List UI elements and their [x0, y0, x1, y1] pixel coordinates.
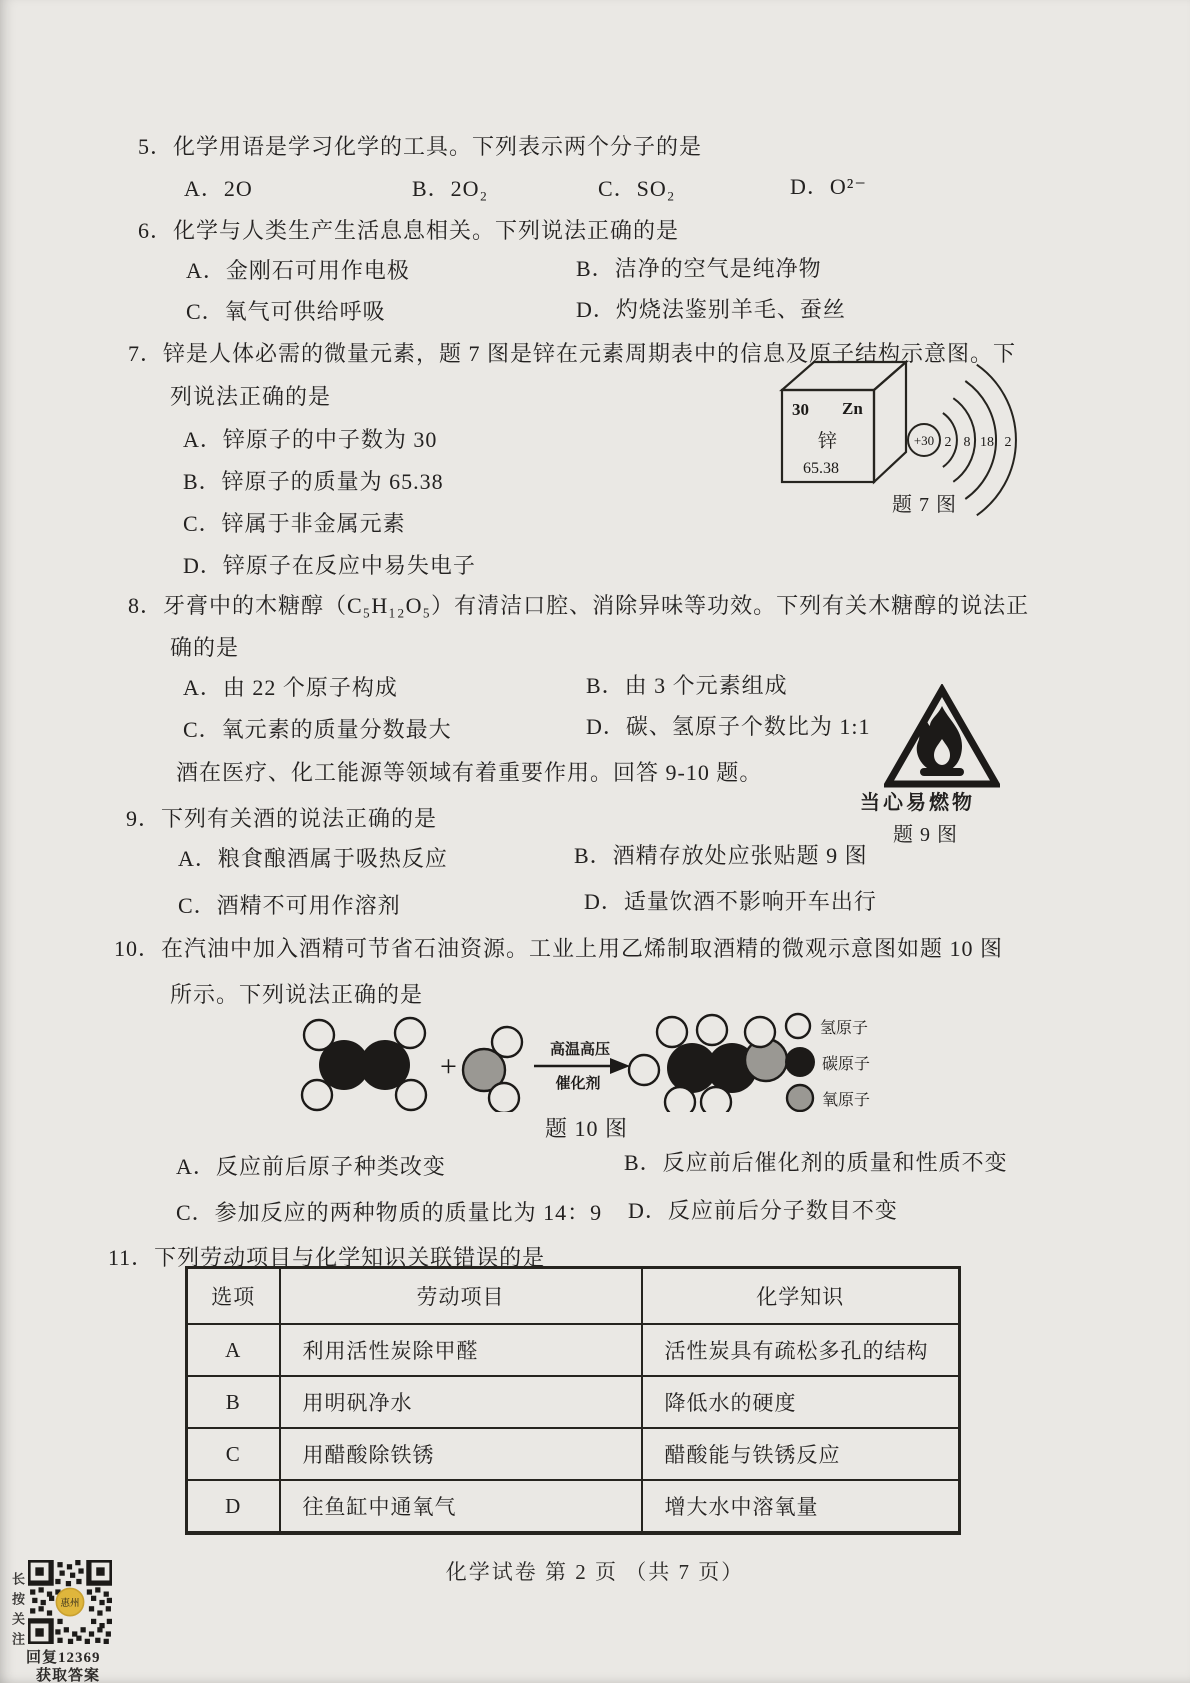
flame-base-icon: [920, 768, 964, 776]
ethylene-molecule: [302, 1018, 426, 1110]
carbon-atom-icon: [785, 1047, 815, 1077]
q11-table: [185, 1266, 961, 1535]
q10-stem-line2: 所示。下列说法正确的是: [170, 982, 424, 1007]
table-cell: 降低水的硬度: [642, 1376, 960, 1428]
table-cell: 往鱼缸中通氧气: [280, 1480, 642, 1533]
table-row-c: [187, 1428, 960, 1480]
q9-intro: 酒在医疗、化工能源等领域有着重要作用。回答 9-10 题。: [176, 760, 763, 785]
qr-answer-text: 获取答案: [36, 1668, 101, 1683]
q8-stem-line2: 确的是: [170, 635, 240, 660]
arrow-condition-top: 高温高压: [549, 1042, 611, 1058]
q7-option-d: D．锌原子在反应中易失电子: [183, 553, 476, 578]
plus-sign: +: [440, 1050, 457, 1083]
table-row-d: [187, 1480, 960, 1533]
water-molecule: [463, 1027, 522, 1112]
qr-code: [28, 1560, 112, 1644]
legend-hydrogen-label: 氢原子: [820, 1020, 869, 1037]
q7-stem-line2: 列说法正确的是: [170, 384, 332, 409]
reaction-arrow-icon: [534, 1058, 630, 1074]
table-cell: 用醋酸除铁锈: [280, 1428, 642, 1480]
table-cell: 利用活性炭除甲醛: [280, 1324, 642, 1376]
table-row-b: [187, 1376, 960, 1428]
q6-option-b: B．洁净的空气是纯净物: [576, 256, 822, 281]
qr-side-label: 长按关注: [10, 1572, 25, 1652]
table-cell: B: [187, 1376, 280, 1428]
table-header-option: 选项: [187, 1268, 280, 1325]
element-cube-icon: [782, 362, 906, 482]
q9-option-c: C．酒精不可用作溶剂: [178, 893, 401, 918]
legend-carbon-label: 碳原子: [822, 1056, 871, 1073]
q8-stem-line1: 8．牙膏中的木糖醇（C₅H₁₂O₅）有清洁口腔、消除异味等功效。下列有关木糖醇的说法正: [128, 593, 1030, 618]
q11-stem: 11．下列劳动项目与化学知识关联错误的是: [108, 1245, 546, 1270]
legend-oxygen-label: 氧原子: [822, 1092, 871, 1109]
table-cell: 醋酸能与铁锈反应: [642, 1428, 960, 1480]
cube-atomic-mass: 65.38: [803, 460, 839, 477]
q5-option-a: A．2O: [184, 176, 253, 201]
q10-option-a: A．反应前后原子种类改变: [176, 1154, 446, 1179]
q10-option-c: C．参加反应的两种物质的质量比为 14：9: [176, 1200, 603, 1225]
shell-count-3: 18: [980, 435, 994, 450]
q10-option-d: D．反应前后分子数目不变: [628, 1198, 898, 1223]
oxygen-atom-icon: [787, 1085, 813, 1111]
shell-count-4: 2: [1004, 435, 1012, 450]
table-cell: C: [187, 1428, 280, 1480]
table-row-a: [187, 1324, 960, 1376]
q5-option-b: B．2O₂: [412, 176, 489, 201]
cube-element-symbol: Zn: [842, 399, 863, 418]
q10-figure-caption: 题 10 图: [545, 1116, 629, 1141]
legend-oxygen: [787, 1085, 870, 1111]
cube-atomic-number: 30: [792, 400, 809, 419]
q8-option-a: A．由 22 个原子构成: [183, 675, 398, 700]
table-cell: A: [187, 1324, 280, 1376]
legend-hydrogen: [786, 1014, 868, 1038]
qr-reply-text: 回复12369: [26, 1650, 101, 1666]
q6-option-c: C．氧气可供给呼吸: [186, 299, 386, 324]
q6-option-d: D．灼烧法鉴别羊毛、蚕丝: [576, 297, 846, 322]
qr-logo-text: 惠州: [60, 1599, 80, 1610]
q9-option-a: A．粮食酿酒属于吸热反应: [178, 846, 448, 871]
q5-stem: 5．化学用语是学习化学的工具。下列表示两个分子的是: [138, 134, 703, 159]
table-cell: 用明矾净水: [280, 1376, 642, 1428]
table-cell: 增大水中溶氧量: [642, 1480, 960, 1533]
q10-reaction-figure: [292, 1010, 907, 1112]
cube-element-name: 锌: [818, 431, 838, 452]
q6-stem: 6．化学与人类生产生活息息相关。下列说法正确的是: [138, 218, 680, 243]
q9-stem: 9．下列有关酒的说法正确的是: [126, 806, 438, 831]
q7-option-a: A．锌原子的中子数为 30: [183, 427, 438, 452]
arrow-condition-bottom: 催化剂: [555, 1076, 601, 1092]
table-header-labor-item: 劳动项目: [280, 1268, 642, 1325]
q9-warning-figure: [884, 684, 1000, 792]
atom-nucleus-charge: +30: [913, 433, 935, 448]
shell-count-1: 2: [944, 435, 952, 450]
q9-option-d: D．适量饮酒不影响开车出行: [584, 889, 877, 914]
q5-option-d: D．O²⁻: [790, 174, 867, 199]
shell-count-2: 8: [963, 435, 971, 450]
legend-carbon: [785, 1047, 870, 1077]
q7-option-b: B．锌原子的质量为 65.38: [183, 469, 444, 494]
table-header-chem-knowledge: 化学知识: [642, 1268, 960, 1325]
table-header-row: [187, 1268, 960, 1325]
q9-figure-caption: 题 9 图: [893, 824, 958, 846]
q8-option-b: B．由 3 个元素组成: [586, 673, 788, 698]
q9-option-b: B．酒精存放处应张贴题 9 图: [574, 843, 868, 868]
q7-option-c: C．锌属于非金属元素: [183, 511, 406, 536]
q5-option-c: C．SO₂: [598, 176, 676, 201]
q7-figure-caption: 题 7 图: [892, 494, 957, 516]
ethanol-molecule: [629, 1015, 787, 1112]
page-footer: 化学试卷 第 2 页 （共 7 页）: [445, 1560, 745, 1584]
q9-warning-label: 当心易燃物: [860, 792, 975, 814]
hydrogen-atom-icon: [786, 1014, 810, 1038]
table-cell: 活性炭具有疏松多孔的结构: [642, 1324, 960, 1376]
q8-option-d: D．碳、氢原子个数比为 1:1: [586, 714, 871, 739]
q7-stem-line1: 7．锌是人体必需的微量元素，题 7 图是锌在元素周期表中的信息及原子结构示意图。下: [128, 341, 1017, 366]
q10-option-b: B．反应前后催化剂的质量和性质不变: [624, 1150, 1008, 1175]
q10-stem-line1: 10．在汽油中加入酒精可节省石油资源。工业上用乙烯制取酒精的微观示意图如题 10 图: [114, 936, 1004, 961]
q6-option-a: A．金刚石可用作电极: [186, 258, 410, 283]
q8-option-c: C．氧元素的质量分数最大: [183, 717, 452, 742]
table-cell: D: [187, 1480, 280, 1533]
